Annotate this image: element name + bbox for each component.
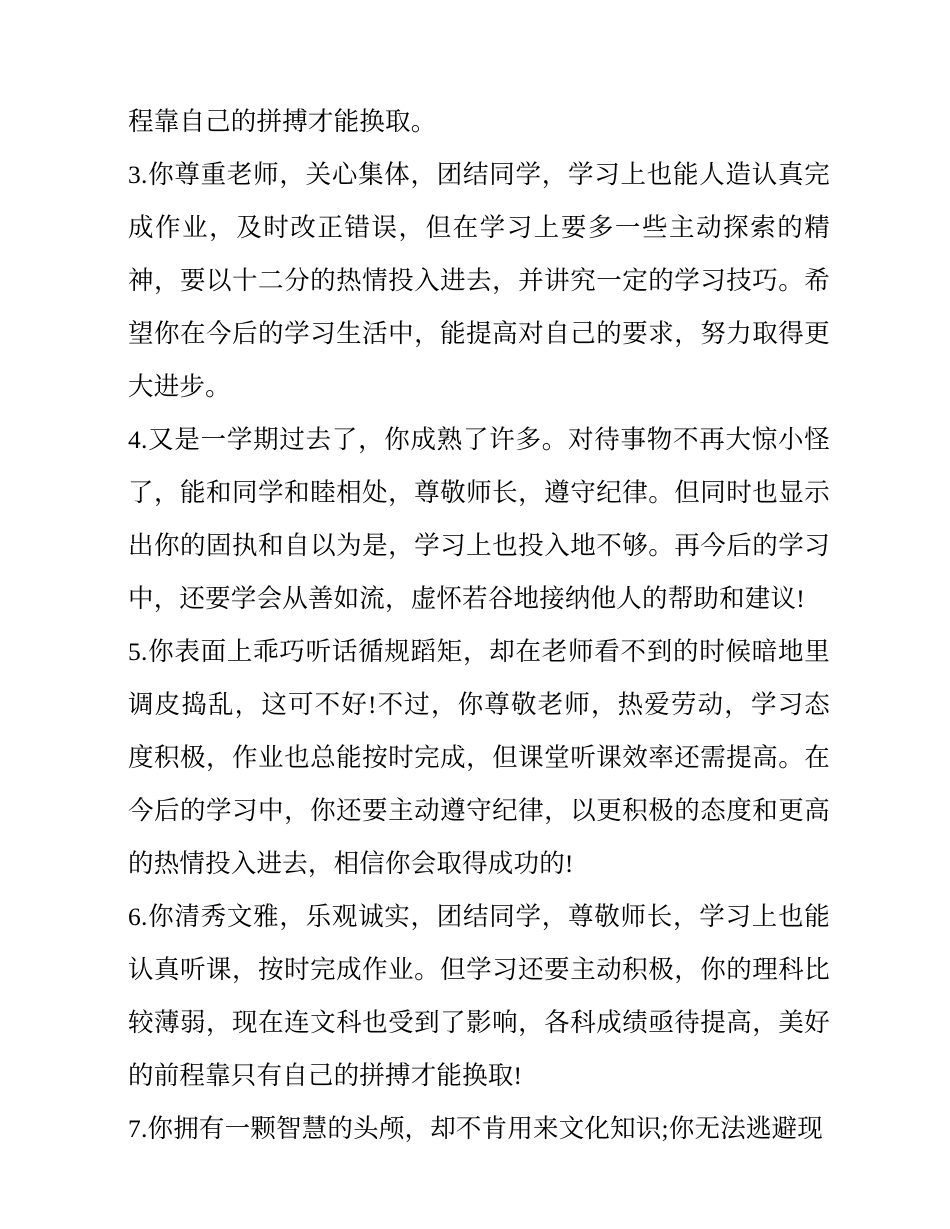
paragraph: 7.你拥有一颗智慧的头颅，却不肯用来文化知识;你无法逃避现 (128, 1114, 824, 1143)
paragraph: 程靠自己的拼搏才能换取。 (128, 107, 437, 136)
paragraph: 4.又是一学期过去了，你成熟了许多。对待事物不再大惊小怪了，能和同学和睦相处，尊敬师长，遵守纪律。但同时也显示出你的固执和自以为是，学习上也投入地不够。再今后的学习中，还要学会从善如流，虚怀若谷地接纳他人的帮助和建议! (128, 425, 830, 613)
paragraph: 6.你清秀文雅，乐观诚实，团结同学，尊敬师长，学习上也能认真听课，按时完成作业。但学习还要主动积极，你的理科比较薄弱，现在连文科也受到了影响，各科成绩亟待提高，美好的前程靠只有自己的拼搏才能换取! (128, 902, 830, 1090)
paragraph: 5.你表面上乖巧听话循规蹈矩，却在老师看不到的时候暗地里调皮捣乱，这可不好!不过，你尊敬老师，热爱劳动，学习态度积极，作业也总能按时完成，但课堂听课效率还需提高。在今后的学习中，你还要主动遵守纪律，以更积极的态度和更高的热情投入进去，相信你会取得成功的! (128, 637, 830, 878)
document-body (128, 95, 830, 1155)
paragraph: 3.你尊重老师，关心集体，团结同学，学习上也能人造认真完成作业，及时改正错误，但在学习上要多一些主动探索的精神，要以十二分的热情投入进去，并讲究一定的学习技巧。希望你在今后的学习生活中，能提高对自己的要求，努力取得更大进步。 (128, 160, 830, 401)
